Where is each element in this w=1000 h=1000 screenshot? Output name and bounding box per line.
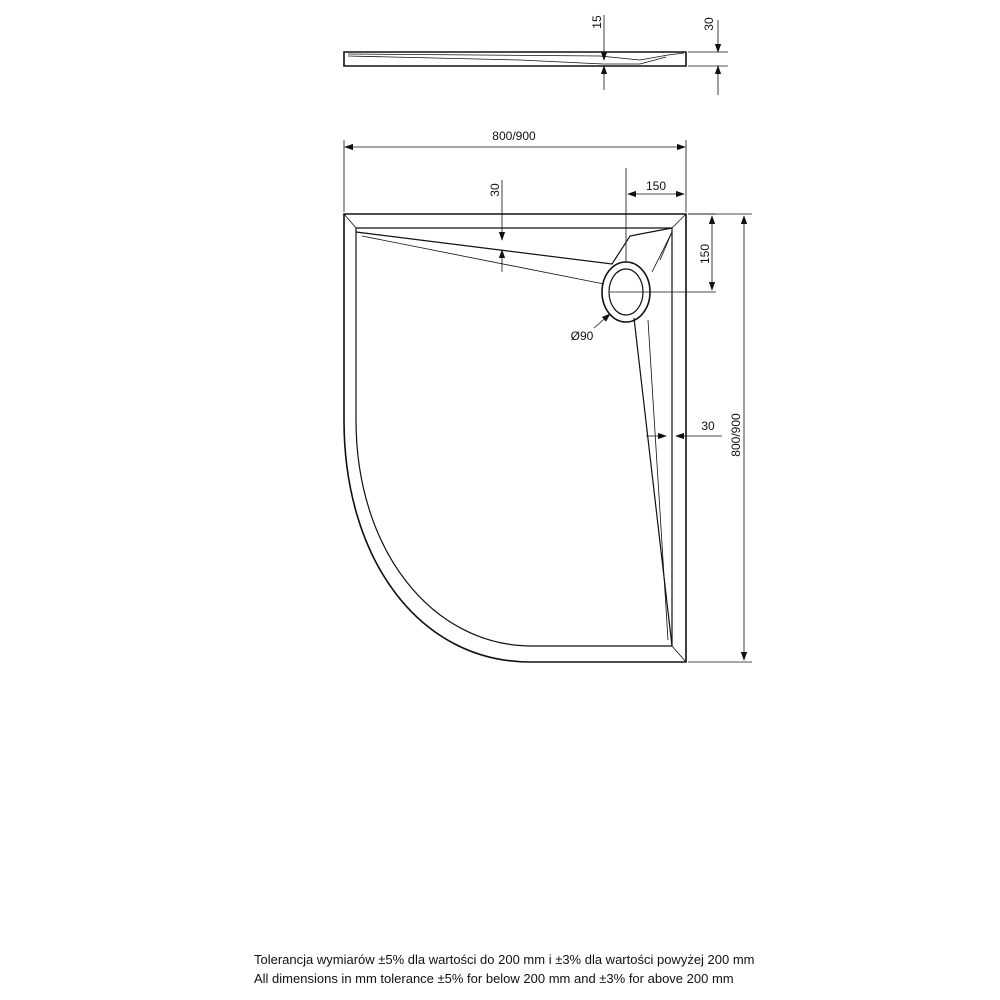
dim-slope-top-label: 30 (488, 183, 502, 197)
dim-drain-diameter (571, 314, 610, 343)
tolerance-note-en: All dimensions in mm tolerance ±5% for below 200 mm and ±3% for above 200 mm (254, 971, 734, 986)
dim-slope-right-label: 30 (701, 419, 715, 433)
dim-drain-diameter-label: Ø90 (570, 329, 594, 343)
tray-inner-rim (356, 228, 672, 646)
tray-outline (344, 214, 686, 662)
slope-lines (356, 228, 672, 646)
dim-slope-right (646, 419, 722, 436)
dim-width (344, 129, 686, 212)
tolerance-note-pl: Tolerancja wymiarów ±5% dla wartości do 200 mm i ±3% dla wartości powyżej 200 mm (254, 952, 755, 967)
dim-drain-offset-x (626, 168, 684, 262)
tolerance-notes (254, 950, 954, 988)
dim-slope-top (488, 180, 502, 272)
tray-profile-inner-line (348, 56, 666, 64)
dim-length-label: 800/900 (729, 413, 743, 457)
side-view (344, 15, 728, 95)
dim-length (688, 214, 752, 662)
dim-height-label: 30 (702, 17, 716, 31)
tray-profile-top-slope (348, 53, 684, 60)
dim-drain-offset-x-label: 150 (645, 179, 667, 193)
dim-drain-offset-y-label: 150 (698, 243, 712, 265)
plan-view (344, 129, 752, 662)
dim-width-label: 800/900 (492, 129, 536, 143)
dim-depth-label: 15 (590, 15, 604, 29)
dim-height (688, 17, 728, 95)
